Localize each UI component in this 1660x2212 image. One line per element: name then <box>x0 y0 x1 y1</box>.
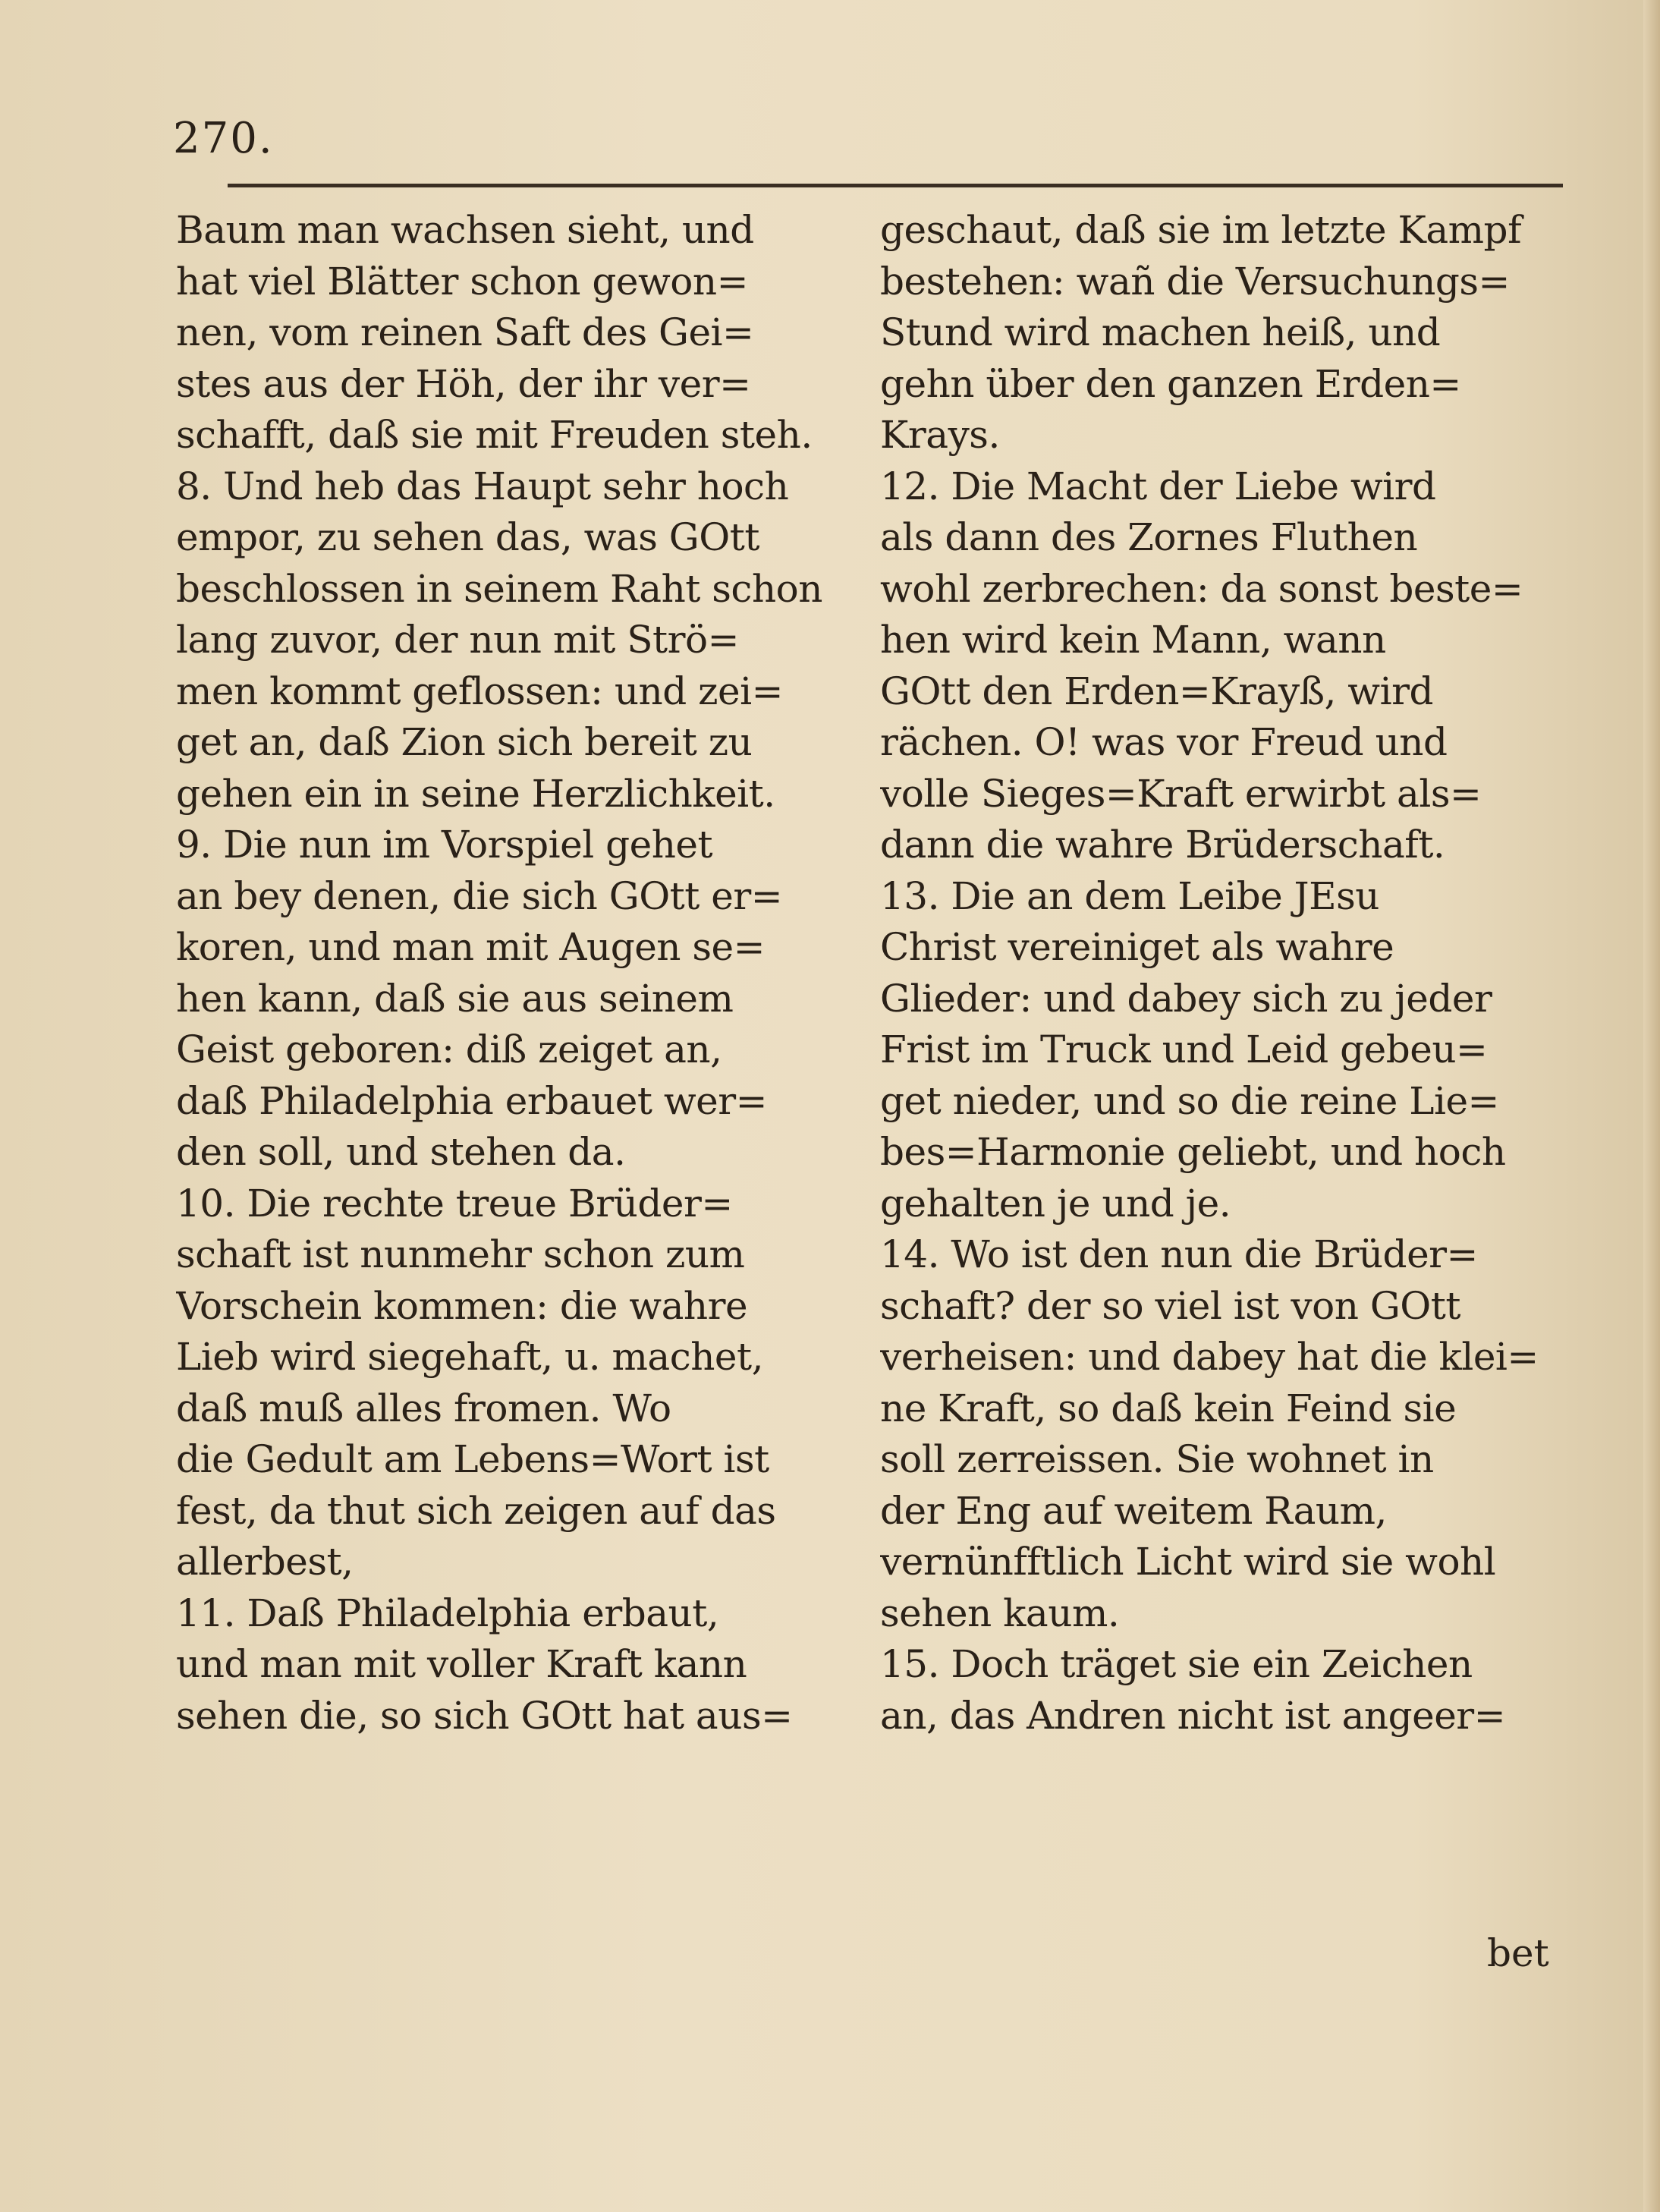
text-line: hat viel Blätter schon gewon= <box>176 259 748 304</box>
text-line: geschaut, daß sie im letzte Kampf <box>880 208 1522 252</box>
text-line: bes=Harmonie geliebt, und hoch <box>880 1130 1506 1174</box>
text-line: der Eng auf weitem Raum, <box>880 1488 1387 1533</box>
text-line: vernünfftlich Licht wird sie wohl <box>880 1540 1496 1584</box>
text-line: empor, zu sehen das, was GOtt <box>176 515 759 559</box>
text-line: gehn über den ganzen Erden= <box>880 361 1461 406</box>
text-line: men kommt geflossen: und zei= <box>176 669 783 713</box>
text-line: Vorschein kommen: die wahre <box>176 1283 748 1328</box>
text-line: sehen kaum. <box>880 1591 1120 1635</box>
text-line: 8. Und heb das Haupt sehr hoch <box>176 464 789 508</box>
text-line: get an, daß Zion sich bereit zu <box>176 720 753 764</box>
text-line: GOtt den Erden=Krayß, wird <box>880 669 1433 713</box>
text-line: an, das Andren nicht ist angeer= <box>880 1693 1506 1738</box>
page-edge <box>1643 0 1660 2212</box>
catchword: bet <box>1487 1931 1549 1975</box>
text-line: wohl zerbrechen: da sonst beste= <box>880 566 1523 611</box>
text-line: bestehen: wañ die Versuchungs= <box>880 259 1510 304</box>
text-line: den soll, und stehen da. <box>176 1130 626 1174</box>
text-line: Frist im Truck und Leid gebeu= <box>880 1027 1488 1071</box>
text-line: Geist geboren: diß zeiget an, <box>176 1027 722 1071</box>
text-line: als dann des Zornes Fluthen <box>880 515 1418 559</box>
text-line: Krays. <box>880 413 1000 457</box>
text-line: beschlossen in seinem Raht schon <box>176 566 822 611</box>
text-line: nen, vom reinen Saft des Gei= <box>176 310 754 354</box>
text-line: und man mit voller Kraft kann <box>176 1642 747 1686</box>
text-line: soll zerreissen. Sie wohnet in <box>880 1437 1434 1481</box>
text-line: verheisen: und dabey hat die klei= <box>880 1335 1539 1379</box>
text-line: daß Philadelphia erbauet wer= <box>176 1078 768 1123</box>
text-line: hen kann, daß sie aus seinem <box>176 976 734 1021</box>
text-line: Christ vereiniget als wahre <box>880 925 1394 969</box>
text-column-right <box>880 205 1570 1742</box>
text-line: daß muß alles fromen. Wo <box>176 1386 671 1430</box>
page-number: 270. <box>173 114 274 163</box>
text-line: Lieb wird siegehaft, u. machet, <box>176 1335 764 1379</box>
text-line: gehen ein in seine Herzlichkeit. <box>176 771 775 816</box>
text-line: schaft ist nunmehr schon zum <box>176 1232 745 1276</box>
text-column-left <box>176 205 866 1742</box>
text-line: Glieder: und dabey sich zu jeder <box>880 976 1492 1021</box>
text-line: Stund wird machen heiß, und <box>880 310 1441 354</box>
text-line: schaft? der so viel ist von GOtt <box>880 1283 1460 1328</box>
text-line: koren, und man mit Augen se= <box>176 925 766 969</box>
text-line: an bey denen, die sich GOtt er= <box>176 873 783 918</box>
text-line: 10. Die rechte treue Brüder= <box>176 1181 733 1226</box>
text-line: 13. Die an dem Leibe JEsu <box>880 873 1379 918</box>
text-line: ne Kraft, so daß kein Feind sie <box>880 1386 1457 1430</box>
text-line: 9. Die nun im Vorspiel gehet <box>176 823 713 867</box>
text-line: die Gedult am Lebens=Wort ist <box>176 1437 769 1481</box>
text-line: schafft, daß sie mit Freuden steh. <box>176 413 813 457</box>
text-line: 15. Doch träget sie ein Zeichen <box>880 1642 1473 1686</box>
text-line: hen wird kein Mann, wann <box>880 618 1386 662</box>
text-line: allerbest, <box>176 1540 354 1584</box>
text-line: get nieder, und so die reine Lie= <box>880 1078 1499 1123</box>
text-line: 11. Daß Philadelphia erbaut, <box>176 1591 719 1635</box>
text-line: volle Sieges=Kraft erwirbt als= <box>880 771 1482 816</box>
header-rule <box>228 184 1563 187</box>
text-line: Baum man wachsen sieht, und <box>176 208 754 252</box>
text-line: rächen. O! was vor Freud und <box>880 720 1448 764</box>
text-line: 12. Die Macht der Liebe wird <box>880 464 1436 508</box>
text-line: lang zuvor, der nun mit Strö= <box>176 618 740 662</box>
text-line: sehen die, so sich GOtt hat aus= <box>176 1693 793 1738</box>
text-line: 14. Wo ist den nun die Brüder= <box>880 1232 1478 1276</box>
text-line: fest, da thut sich zeigen auf das <box>176 1488 776 1533</box>
text-line: gehalten je und je. <box>880 1181 1231 1226</box>
text-line: stes aus der Höh, der ihr ver= <box>176 361 751 406</box>
text-line: dann die wahre Brüderschaft. <box>880 823 1445 867</box>
